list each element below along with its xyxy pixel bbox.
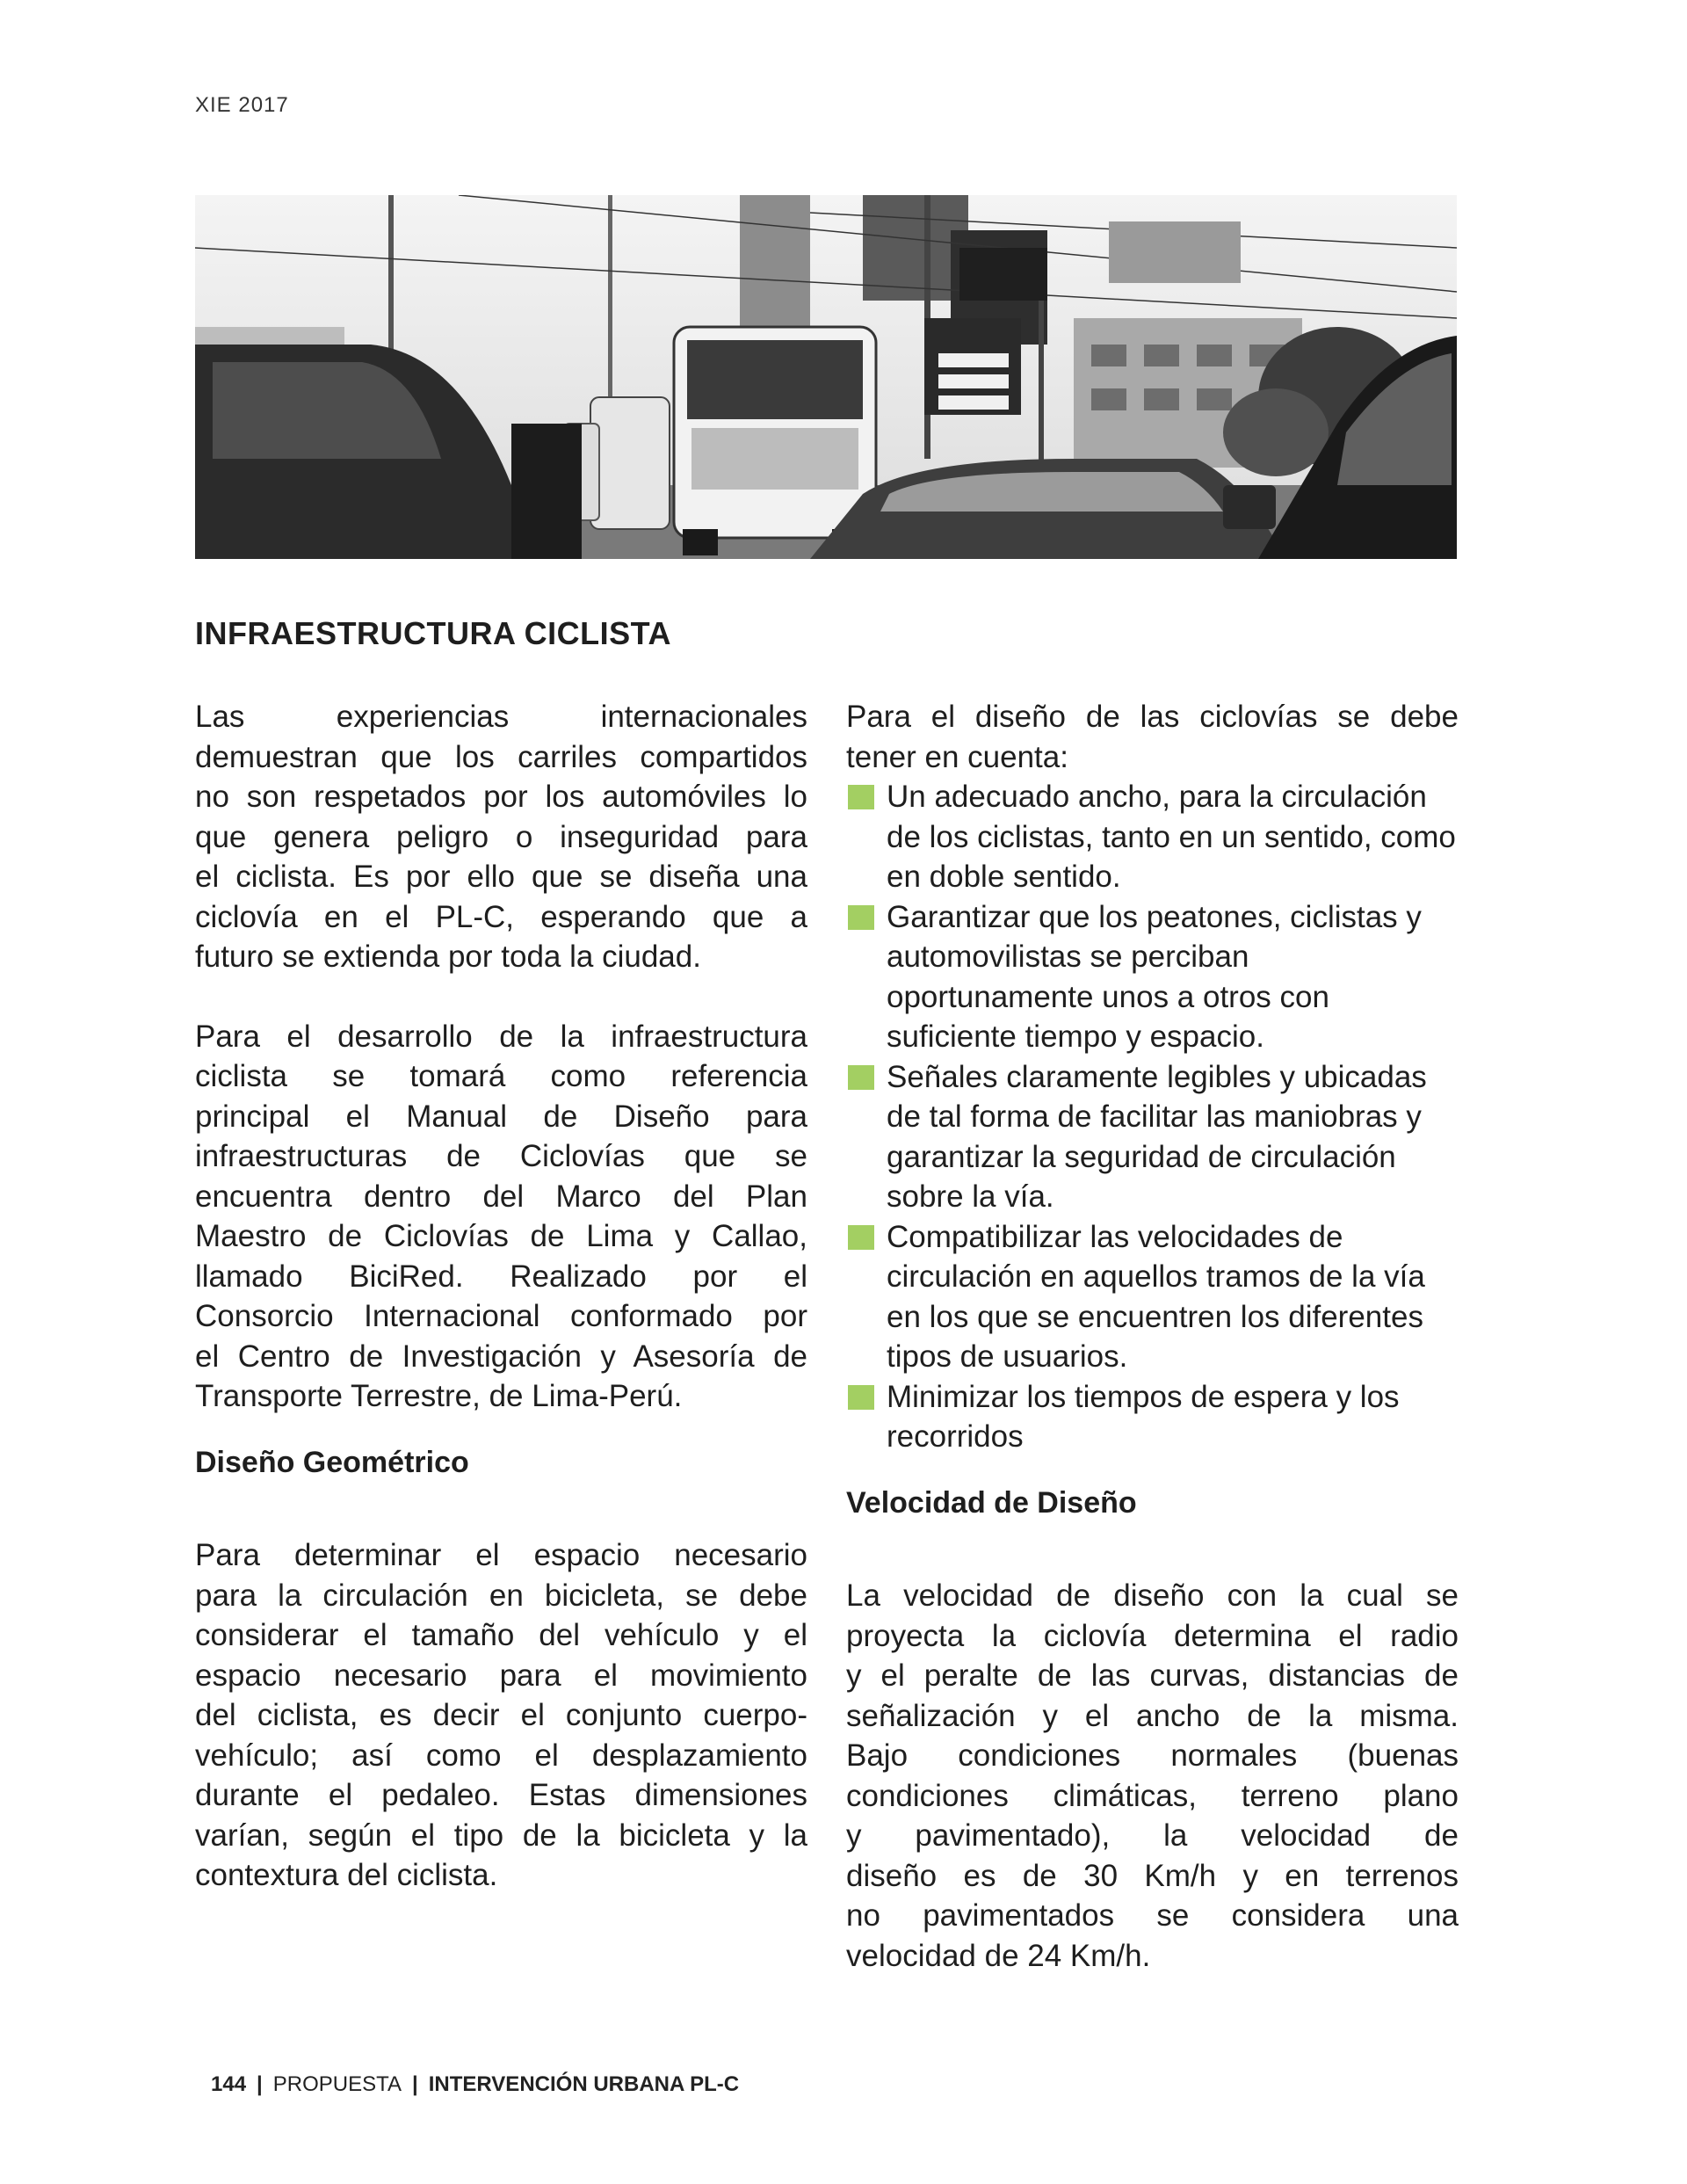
text-line: varían, según el tipo de la bicicleta y la <box>195 1818 807 1853</box>
footer-separator: | <box>412 2072 418 2096</box>
text-line: ciclista se tomará como referencia <box>195 1059 807 1093</box>
design-intro <box>846 697 1459 777</box>
street-traffic-photo <box>195 195 1457 559</box>
footer-chapter: INTERVENCIÓN URBANA PL-C <box>428 2072 740 2096</box>
photo-illustration <box>195 195 1457 559</box>
text-line: futuro se extienda por toda la ciudad. <box>195 940 701 974</box>
text-line: Maestro de Ciclovías de Lima y Callao, <box>195 1219 807 1253</box>
page-number: 144 <box>211 2072 247 2096</box>
text-line: espacio necesario para el movimiento <box>195 1658 807 1693</box>
text-line: demuestran que los carriles compartidos <box>195 739 807 774</box>
bullet-square-icon <box>848 785 874 809</box>
bullet-square-icon <box>848 1225 874 1250</box>
text-line: considerar el tamaño del vehículo y el <box>195 1618 807 1652</box>
text-line: vehículo; así como el desplazamiento <box>195 1738 807 1773</box>
list-item: Minimizar los tiempos de espera y los recorridos <box>846 1377 1459 1457</box>
reference-paragraph <box>195 1017 807 1417</box>
text-line: contextura del ciclista. <box>195 1858 498 1892</box>
speed-paragraph <box>846 1576 1459 1976</box>
text-line: del ciclista, es decir el conjunto cuerpo- <box>195 1698 807 1732</box>
text-line: principal el Manual de Diseño para <box>195 1099 807 1134</box>
text-line: el Centro de Investigación y Asesoría de <box>195 1339 807 1374</box>
text-line: proyecta la ciclovía determina el radio <box>846 1618 1459 1653</box>
text-line: Para determinar el espacio necesario <box>195 1538 807 1572</box>
text-line: Consorcio Internacional conformado por <box>195 1299 807 1333</box>
text-line: que genera peligro o inseguridad para <box>195 819 807 854</box>
bullet-square-icon <box>848 905 874 930</box>
text-line: Las experiencias internacionales <box>195 700 807 734</box>
geometric-paragraph <box>195 1535 807 1896</box>
text-line: Transporte Terrestre, de Lima-Perú. <box>195 1379 683 1413</box>
text-line: Para el desarrollo de la infraestructura <box>195 1019 807 1054</box>
subheading-diseno-geometrico: Diseño Geométrico <box>195 1445 469 1479</box>
text-line: Bajo condiciones normales (buenas <box>846 1738 1459 1773</box>
bullet-square-icon <box>848 1065 874 1090</box>
text-line: y pavimentado), la velocidad de <box>846 1818 1459 1853</box>
text-line: encuentra dentro del Marco del Plan <box>195 1179 807 1214</box>
list-item: Garantizar que los peatones, ciclistas y automovilistas se perciban oportunamente unos a otros con suficiente tiempo y espacio. <box>846 897 1459 1057</box>
text-line: y el peralte de las curvas, distancias de <box>846 1658 1459 1693</box>
text-line: diseño es de 30 Km/h y en terrenos <box>846 1858 1459 1893</box>
subheading-velocidad-diseno: Velocidad de Diseño <box>846 1485 1137 1520</box>
footer-section: PROPUESTA <box>272 2072 402 2096</box>
text-line: La velocidad de diseño con la cual se <box>846 1578 1459 1613</box>
design-criteria-list <box>846 777 1459 1457</box>
left-column <box>195 697 807 1896</box>
bullet-square-icon <box>848 1385 874 1410</box>
right-column <box>846 697 1459 1976</box>
page-footer <box>211 2072 739 2097</box>
text-line: tener en cuenta: <box>846 739 1068 774</box>
list-item: Señales claramente legibles y ubicadas de tal forma de facilitar las maniobras y garantizar la seguridad de circulación sobre la vía. <box>846 1057 1459 1217</box>
text-line: señalización y el ancho de la misma. <box>846 1698 1459 1733</box>
text-line: no son respetados por los automóviles lo <box>195 780 807 814</box>
running-header: XIE 2017 <box>195 93 289 117</box>
list-item: Un adecuado ancho, para la circulación de los ciclistas, tanto en un sentido, como en doble sentido. <box>846 777 1459 897</box>
text-line: Para el diseño de las ciclovías se debe <box>846 700 1459 734</box>
text-line: velocidad de 24 Km/h. <box>846 1938 1151 1973</box>
text-line: ciclovía en el PL-C, esperando que a <box>195 899 807 934</box>
text-line: infraestructuras de Ciclovías que se <box>195 1139 807 1173</box>
text-line: el ciclista. Es por ello que se diseña una <box>195 860 807 894</box>
section-title: INFRAESTRUCTURA CICLISTA <box>195 615 671 651</box>
list-item: Compatibilizar las velocidades de circulación en aquellos tramos de la vía en los que se encuentren los diferentes tipos de usuarios. <box>846 1217 1459 1377</box>
footer-separator: | <box>257 2072 263 2096</box>
text-line: durante el pedaleo. Estas dimensiones <box>195 1778 807 1812</box>
text-line: no pavimentados se considera una <box>846 1898 1459 1933</box>
text-line: para la circulación en bicicleta, se debe <box>195 1578 807 1613</box>
text-line: condiciones climáticas, terreno plano <box>846 1778 1459 1813</box>
text-line: llamado BiciRed. Realizado por el <box>195 1259 807 1294</box>
intro-paragraph <box>195 697 807 977</box>
